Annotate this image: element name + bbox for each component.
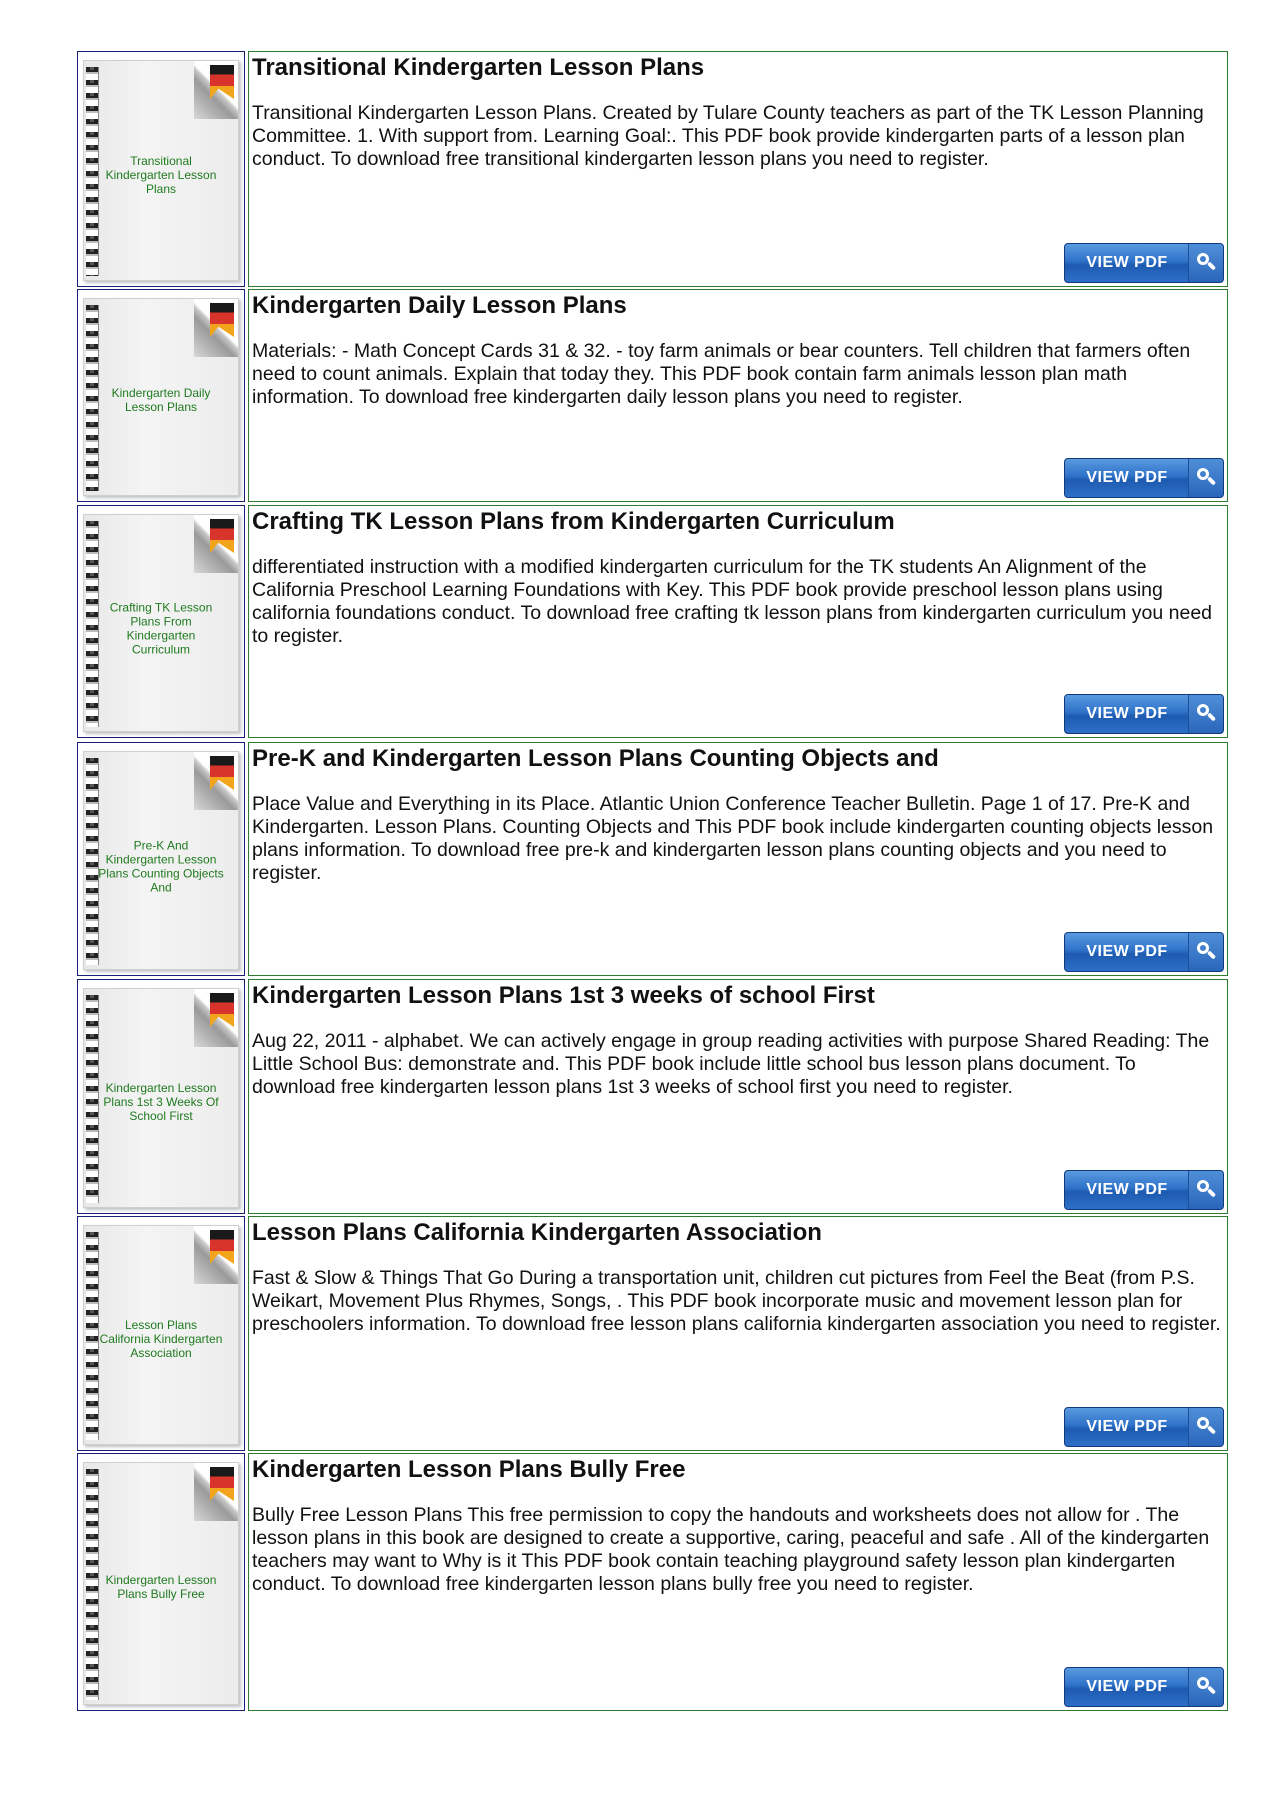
view-pdf-label: VIEW PDF bbox=[1086, 254, 1168, 271]
entry-description: Materials: - Math Concept Cards 31 & 32. - toy farm animals or bear counters. Tell children that farmers often need to count animals. Explain that today they. This PDF book contain farm animals lesson plan math information. To download free kindergarten daily lesson plans you need to register. bbox=[252, 340, 1191, 408]
search-icon bbox=[1188, 1171, 1223, 1209]
search-icon bbox=[1188, 1408, 1223, 1446]
view-pdf-label: VIEW PDF bbox=[1086, 469, 1168, 486]
search-icon bbox=[1188, 1668, 1223, 1706]
view-pdf-label: VIEW PDF bbox=[1086, 943, 1168, 960]
view-pdf-label: VIEW PDF bbox=[1086, 1678, 1168, 1695]
view-pdf-button[interactable] bbox=[1064, 458, 1224, 498]
search-icon bbox=[1188, 244, 1223, 282]
entry-card bbox=[248, 1216, 1228, 1451]
entry-description: Place Value and Everything in its Place. Atlantic Union Conference Teacher Bulletin. Page 1 of 17. Pre-K and Kindergarten. Lesson Plans. Counting Objects and This PDF book include kindergarten counting objects lesson plans information. To download free pre-k and kindergarten lesson plans counting objects and you need to register. bbox=[252, 793, 1214, 884]
thumbnail-label: Crafting TK Lesson Plans From Kindergarten Curriculum bbox=[109, 600, 213, 657]
book-thumbnail[interactable] bbox=[77, 1453, 245, 1711]
view-pdf-label: VIEW PDF bbox=[1086, 705, 1168, 722]
view-pdf-button[interactable] bbox=[1064, 694, 1224, 734]
book-thumbnail[interactable] bbox=[77, 505, 245, 738]
entry-description: Transitional Kindergarten Lesson Plans. Created by Tulare County teachers as part of the TK Lesson Planning Committee. 1. With support from. Learning Goal:. This PDF book provide kindergarten parts of a lesson plan conduct. To download free transitional kindergarten lesson plans you need to register. bbox=[252, 102, 1204, 170]
entry-card bbox=[248, 289, 1228, 502]
view-pdf-button[interactable] bbox=[1064, 1407, 1224, 1447]
thumbnail-label: Lesson Plans California Kindergarten Association bbox=[99, 1318, 223, 1361]
document-icon bbox=[83, 1225, 239, 1445]
book-thumbnail[interactable] bbox=[77, 979, 245, 1214]
entry-description: differentiated instruction with a modified kindergarten curriculum for the TK students An Alignment of the California Preschool Learning Foundations with Key. This PDF book provide preschool lesson plans using california foundations conduct. To download free crafting tk lesson plans from kindergarten curriculum you need to register. bbox=[252, 556, 1213, 647]
document-icon bbox=[83, 1462, 239, 1705]
view-pdf-button[interactable] bbox=[1064, 1667, 1224, 1707]
search-icon bbox=[1188, 459, 1223, 497]
entry-card bbox=[248, 505, 1228, 738]
entry-title[interactable]: Pre-K and Kindergarten Lesson Plans Counting Objects and bbox=[252, 745, 939, 772]
view-pdf-label: VIEW PDF bbox=[1086, 1181, 1168, 1198]
view-pdf-button[interactable] bbox=[1064, 243, 1224, 283]
entry-5 bbox=[77, 979, 1228, 1214]
entry-4 bbox=[77, 742, 1228, 976]
thumbnail-label: Pre-K And Kindergarten Lesson Plans Counting Objects And bbox=[98, 838, 224, 895]
view-pdf-label: VIEW PDF bbox=[1086, 1418, 1168, 1435]
entry-2 bbox=[77, 289, 1228, 502]
entry-1 bbox=[77, 51, 1228, 287]
entry-card bbox=[248, 979, 1228, 1214]
document-icon bbox=[83, 60, 239, 281]
search-icon bbox=[1188, 695, 1223, 733]
entry-title[interactable]: Kindergarten Daily Lesson Plans bbox=[252, 292, 627, 319]
entry-description: Aug 22, 2011 - alphabet. We can actively engage in group reading activities with purpose Shared Reading: The Little School Bus: demonstrate and. This PDF book include little school bus lesson plans document. To download free kindergarten lesson plans 1st 3 weeks of school first you need to register. bbox=[252, 1030, 1210, 1098]
thumbnail-label: Kindergarten Lesson Plans Bully Free bbox=[105, 1572, 217, 1601]
entry-title[interactable]: Crafting TK Lesson Plans from Kindergarten Curriculum bbox=[252, 508, 895, 535]
entry-title[interactable]: Kindergarten Lesson Plans Bully Free bbox=[252, 1456, 686, 1483]
book-thumbnail[interactable] bbox=[77, 289, 245, 502]
entry-description: Fast & Slow & Things That Go During a transportation unit, children cut pictures from Feel the Beat (from P.S. Weikart, Movement Plus Rhymes, Songs, . This PDF book incorporate music and movement lesson plan for preschoolers information. To download free lesson plans california kindergarten association you need to register. bbox=[252, 1267, 1221, 1335]
entry-6 bbox=[77, 1216, 1228, 1451]
entry-card bbox=[248, 1453, 1228, 1711]
entry-card bbox=[248, 742, 1228, 976]
document-icon bbox=[83, 988, 239, 1208]
document-icon bbox=[83, 298, 239, 496]
thumbnail-label: Kindergarten Daily Lesson Plans bbox=[111, 385, 211, 414]
view-pdf-button[interactable] bbox=[1064, 1170, 1224, 1210]
book-thumbnail[interactable] bbox=[77, 51, 245, 287]
entry-7 bbox=[77, 1453, 1228, 1711]
entry-card bbox=[248, 51, 1228, 287]
document-icon bbox=[83, 514, 239, 732]
document-icon bbox=[83, 751, 239, 970]
entry-title[interactable]: Lesson Plans California Kindergarten Association bbox=[252, 1219, 822, 1246]
thumbnail-label: Kindergarten Lesson Plans 1st 3 Weeks Of School First bbox=[103, 1081, 219, 1124]
entry-title[interactable]: Kindergarten Lesson Plans 1st 3 weeks of school First bbox=[252, 982, 875, 1009]
search-icon bbox=[1188, 933, 1223, 971]
book-thumbnail[interactable] bbox=[77, 742, 245, 976]
thumbnail-label: Transitional Kindergarten Lesson Plans bbox=[105, 153, 217, 196]
view-pdf-button[interactable] bbox=[1064, 932, 1224, 972]
book-thumbnail[interactable] bbox=[77, 1216, 245, 1451]
entry-title[interactable]: Transitional Kindergarten Lesson Plans bbox=[252, 54, 705, 81]
entry-3 bbox=[77, 505, 1228, 738]
entry-description: Bully Free Lesson Plans This free permission to copy the handouts and worksheets does not allow for . The lesson plans in this book are designed to create a supportive, caring, peaceful and safe . All of the kindergarten teachers may want to Why is it This PDF book contain teaching playground safety lesson plan kindergarten conduct. To download free kindergarten lesson plans bully free you need to register. bbox=[252, 1504, 1210, 1595]
